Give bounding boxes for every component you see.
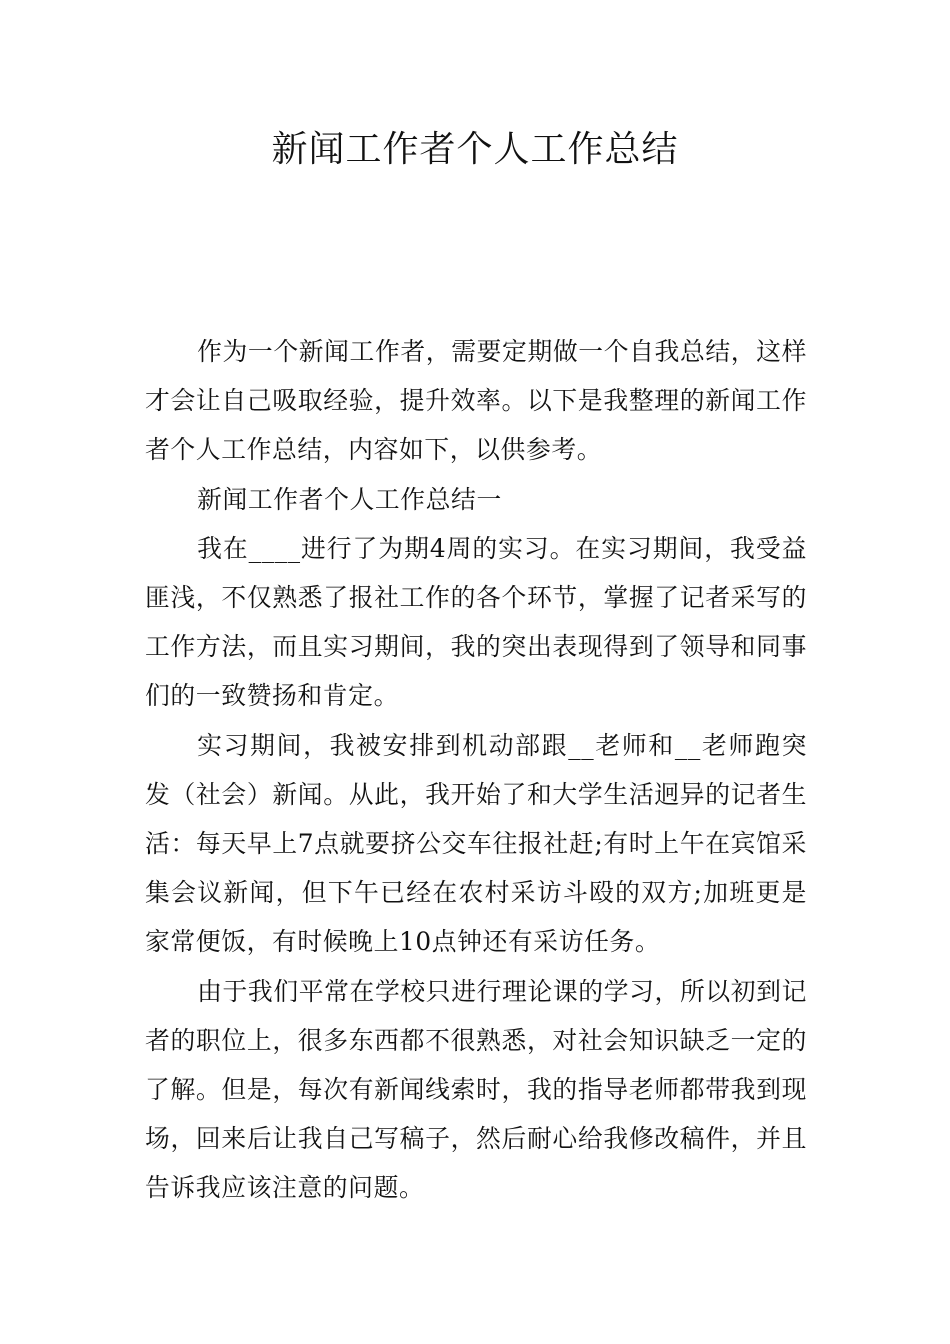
section-heading: 新闻工作者个人工作总结一 <box>197 484 502 514</box>
body-paragraph: 实习期间，我被安排到机动部跟__老师和__老师跑突发（社会）新闻。从此，我开始了和大学生活迥异的记者生活：每天早上7点就要挤公交车往报社赶;有时上午在宾馆采集会议新闻，但下午已经在农村采访斗殴的双方;加班更是家常便饭，有时候晚上10点钟还有采访任务。 <box>145 730 807 957</box>
document-title: 新闻工作者个人工作总结 <box>271 129 679 170</box>
body-paragraph: 由于我们平常在学校只进行理论课的学习，所以初到记者的职位上，很多东西都不很熟悉，对社会知识缺乏一定的了解。但是，每次有新闻线索时，我的指导老师都带我到现场，回来后让我自己写稿子，然后耐心给我修改稿件，并且告诉我应该注意的问题。 <box>145 976 807 1203</box>
intro-paragraph: 作为一个新闻工作者，需要定期做一个自我总结，这样才会让自己吸取经验，提升效率。以下是我整理的新闻工作者个人工作总结，内容如下，以供参考。 <box>145 337 807 465</box>
body-paragraph: 我在____进行了为期4周的实习。在实习期间，我受益匪浅，不仅熟悉了报社工作的各个环节，掌握了记者采写的工作方法，而且实习期间，我的突出表现得到了领导和同事们的一致赞扬和肯定。 <box>145 533 807 711</box>
document-body <box>145 327 807 1213</box>
